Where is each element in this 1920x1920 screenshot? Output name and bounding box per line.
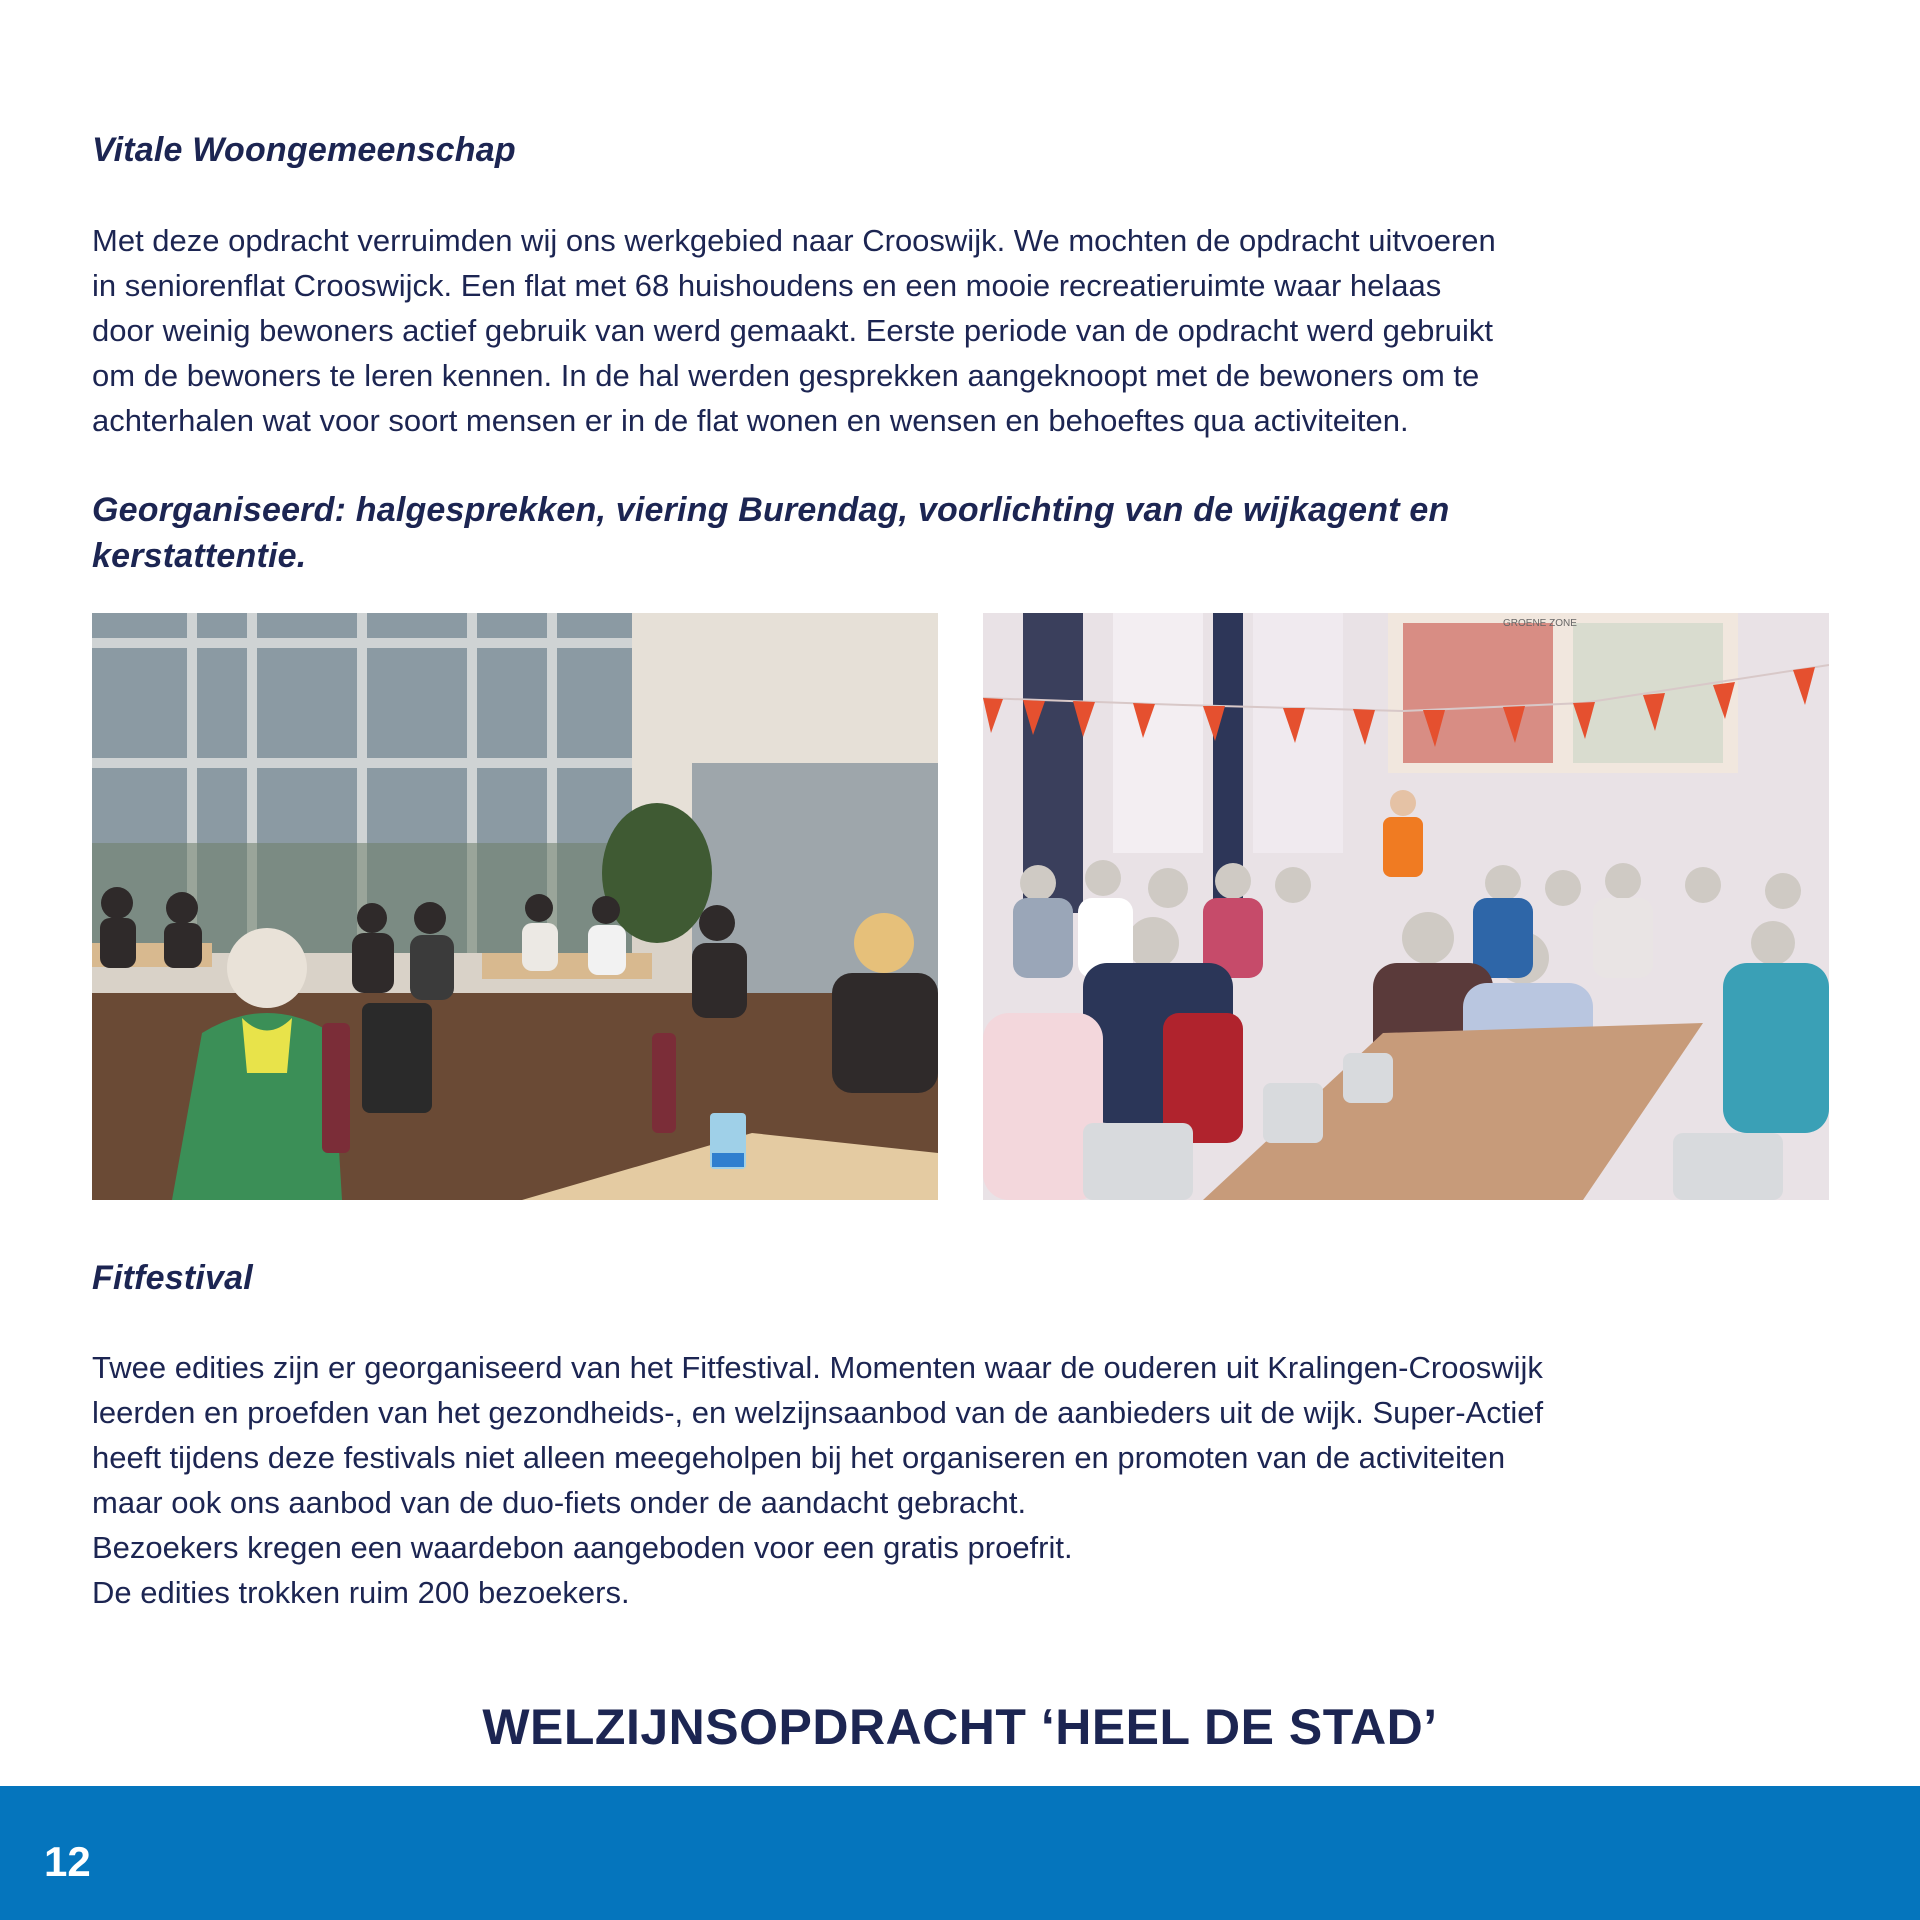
paragraph-line: Bezoekers kregen een waardebon aangeboden voor een gratis proefrit.: [92, 1530, 1073, 1565]
screen-caption: GROENE ZONE: [1503, 618, 1577, 629]
paragraph-line: leerden en proefden van het gezondheids-, en welzijnsaanbod van de aanbieders uit de wijk. Super-Actief: [92, 1395, 1544, 1430]
section-title-heel-de-stad: WELZIJNSOPDRACHT ‘HEEL DE STAD’: [482, 1699, 1438, 1755]
paragraph-line: De edities trokken ruim 200 bezoekers.: [92, 1575, 630, 1610]
paragraph-line: Twee edities zijn er georganiseerd van het Fitfestival. Momenten waar de ouderen uit Kralingen-Crooswijk: [92, 1350, 1543, 1385]
paragraph-line: maar ook ons aanbod van de duo-fiets onder de aandacht gebracht.: [92, 1485, 1027, 1520]
paragraph-fitfestival: [92, 1345, 1832, 1615]
section-heading-vitale-woongemeenschap: Vitale Woongemeenschap: [92, 131, 516, 169]
paragraph-line: heeft tijdens deze festivals niet alleen meegeholpen bij het organiseren en promoten van de activiteiten: [92, 1440, 1506, 1475]
section-heading-fitfestival: Fitfestival: [92, 1259, 253, 1297]
page-number: 12: [44, 1838, 91, 1885]
paragraph-line: Met deze opdracht verruimden wij ons werkgebied naar Crooswijk. We mochten de opdracht uitvoeren: [92, 223, 1496, 258]
audience-watching-presentation-photo: [983, 613, 1829, 1200]
seniors-seated-in-recreation-room-photo: [92, 613, 938, 1200]
paragraph-line: achterhalen wat voor soort mensen er in de flat wonen en wensen en behoeftes qua activiteiten.: [92, 403, 1409, 438]
paragraph-vitale-woongemeenschap: [92, 218, 1832, 443]
photo-presentation-audience: [983, 613, 1829, 1200]
paragraph-line: door weinig bewoners actief gebruik van werd gemaakt. Eerste periode van de opdracht werd gebruikt: [92, 313, 1493, 348]
footer-bar: [0, 1786, 1920, 1920]
organised-line: kerstattentie.: [92, 537, 307, 575]
organised-line: Georganiseerd: halgesprekken, viering Burendag, voorlichting van de wijkagent en: [92, 491, 1450, 529]
paragraph-line: om de bewoners te leren kennen. In de hal werden gesprekken aangeknoopt met de bewoners om te: [92, 358, 1480, 393]
paragraph-line: in seniorenflat Crooswijck. Een flat met 68 huishoudens en een mooie recreatieruimte waar helaas: [92, 268, 1442, 303]
organised-activities-text: [92, 487, 1449, 579]
photo-recreation-room: [92, 613, 938, 1200]
